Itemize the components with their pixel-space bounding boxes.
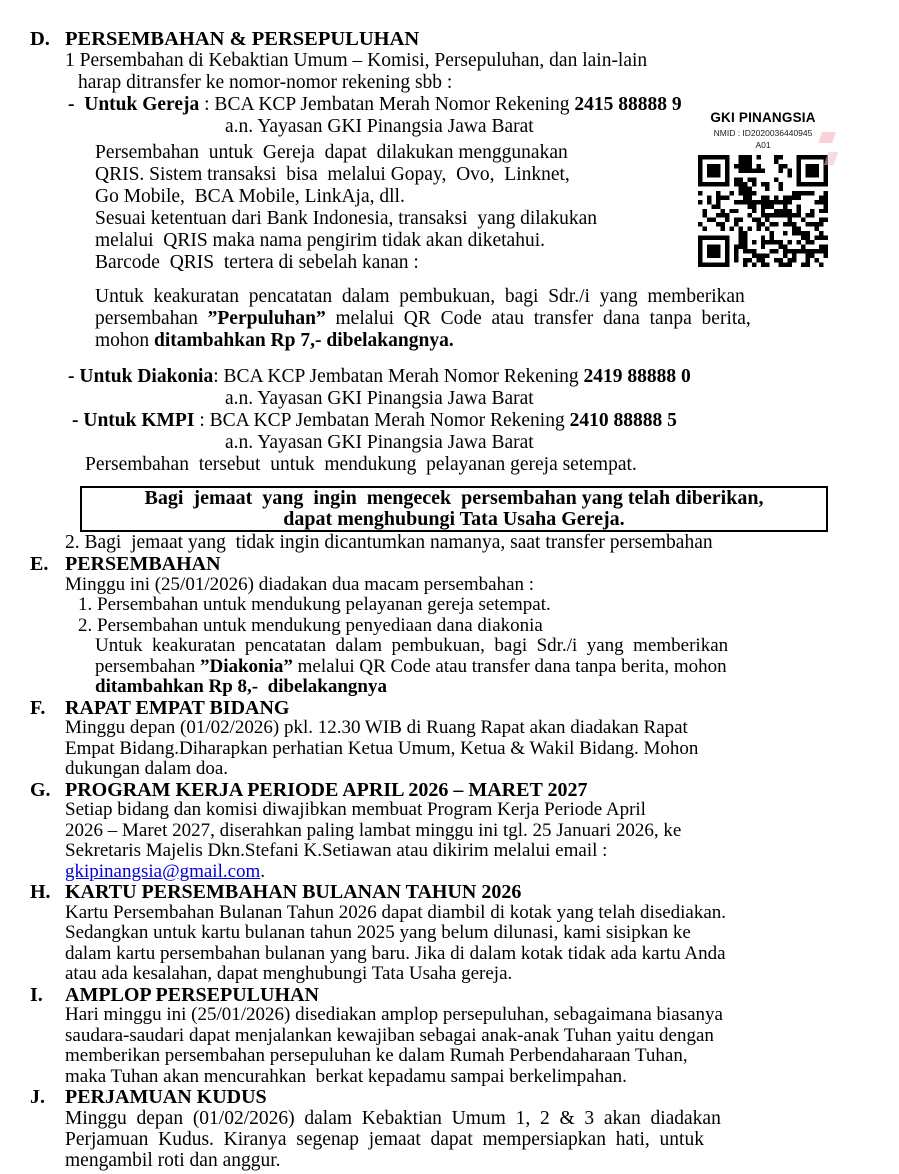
text-line xyxy=(65,964,899,985)
text-segment: ditambahkan Rp 8,- dibelakangnya xyxy=(95,676,387,697)
spacer xyxy=(30,274,899,286)
text-segment: 1 Persembahan di Kebaktian Umum – Komisi, Persepuluhan, dan lain-lain xyxy=(65,50,648,71)
qris-nmid: NMID : ID2020036440945 xyxy=(713,128,813,138)
section-letter: D. xyxy=(30,28,50,50)
text-line xyxy=(65,739,899,760)
text-line xyxy=(95,636,899,657)
info-box xyxy=(80,486,828,532)
text-segment: a.n. Yayasan GKI Pinangsia Jawa Barat xyxy=(225,116,534,137)
text-line xyxy=(65,50,899,72)
section xyxy=(30,1087,899,1171)
text-segment: Perjamuan Kudus. Kiranya segenap jemaat dapat mempersiapkan hati, untuk xyxy=(65,1129,704,1150)
text-line xyxy=(65,1026,899,1047)
text-segment: Untuk keakuratan pencatatan dalam pembukuan, bagi Sdr./i yang memberikan xyxy=(95,286,745,307)
text-line xyxy=(65,862,899,883)
text-segment: dalam kartu persembahan bulanan yang baru. Jika di dalam kotak tidak ada kartu Anda xyxy=(65,942,726,964)
text-segment: memberikan persembahan persepuluhan ke dalam Rumah Perbendaharaan Tuhan, xyxy=(65,1045,688,1066)
text-segment: mohon xyxy=(95,330,155,351)
section xyxy=(30,780,899,883)
section xyxy=(30,985,899,1088)
section-letter: J. xyxy=(30,1086,45,1108)
text-line xyxy=(65,821,899,842)
text-segment: Sedangkan untuk kartu bulanan tahun 2025 yang belum dilunasi, kami sisipkan ke xyxy=(65,922,691,943)
text-line xyxy=(65,923,899,944)
text-segment: Barcode QRIS tertera di sebelah kanan : xyxy=(95,252,419,273)
text-segment: dukungan dalam doa. xyxy=(65,758,229,779)
text-segment: 1. Persembahan untuk mendukung pelayanan gereja setempat. xyxy=(78,594,551,615)
text-segment: maka Tuhan akan mencurahkan berkat kepadamu sampai berkelimpahan. xyxy=(65,1065,627,1087)
text-line xyxy=(65,944,899,965)
text-line xyxy=(68,366,899,388)
text-line xyxy=(225,388,899,410)
text-segment: 2026 – Maret 2027, diserahkan paling lambat minggu ini tgl. 25 Januari 2026, ke xyxy=(65,819,682,841)
text-segment: harap ditransfer ke nomor-nomor rekening sbb : xyxy=(78,72,453,93)
text-line xyxy=(65,1150,899,1171)
text-segment: Go Mobile, BCA Mobile, LinkAja, dll. xyxy=(95,186,405,207)
text-segment: melalui QR Code atau transfer dana tanpa berita, xyxy=(325,308,751,329)
section-heading xyxy=(30,698,899,719)
text-segment: 2. Persembahan untuk mendukung penyediaan dana diakonia xyxy=(78,614,543,636)
text-line xyxy=(65,800,899,821)
text-line xyxy=(95,677,899,698)
text-segment: Minggu depan (01/02/2026) pkl. 12.30 WIB di Ruang Rapat akan diadakan Rapat xyxy=(65,717,688,738)
section-heading xyxy=(30,780,899,801)
text-segment: dapat menghubungi Tata Usaha Gereja. xyxy=(283,508,625,530)
text-line xyxy=(65,903,899,924)
text-line xyxy=(78,72,899,94)
section-heading xyxy=(30,28,899,50)
section-heading xyxy=(30,1087,899,1108)
section xyxy=(30,554,899,698)
text-segment: Minggu ini (25/01/2026) diadakan dua macam persembahan : xyxy=(65,573,535,595)
section-title: PERJAMUAN KUDUS xyxy=(65,1086,267,1108)
text-segment: . xyxy=(260,860,266,882)
text-segment: melalui QRIS maka nama pengirim tidak akan diketahui. xyxy=(95,230,546,251)
text-segment: mengambil roti dan anggur. xyxy=(65,1150,281,1171)
text-segment: : BCA KCP Jembatan Merah Nomor Rekening xyxy=(213,366,584,387)
text-segment: a.n. Yayasan GKI Pinangsia Jawa Barat xyxy=(225,432,534,453)
section-letter: E. xyxy=(30,553,49,575)
text-segment: persembahan xyxy=(95,655,200,677)
text-segment: Kartu Persembahan Bulanan Tahun 2026 dapat diambil di kotak yang telah disediakan. xyxy=(65,901,727,923)
text-line xyxy=(65,1046,899,1067)
watermark-fragment xyxy=(824,152,838,165)
text-line xyxy=(65,718,899,739)
spacer xyxy=(30,476,899,486)
section-letter: I. xyxy=(30,983,43,1006)
section-heading xyxy=(30,554,899,575)
text-segment: 2. Bagi jemaat yang tidak ingin dicantumkan namanya, saat transfer persembahan xyxy=(65,532,713,553)
qris-block xyxy=(688,110,838,272)
text-line xyxy=(85,454,899,476)
text-segment: 2419 88888 0 xyxy=(583,366,691,387)
text-segment: Bagi jemaat yang ingin mengecek persembahan yang telah diberikan, xyxy=(144,487,764,509)
text-line xyxy=(78,595,899,616)
text-segment: ”Perpuluhan” xyxy=(207,308,326,329)
text-segment: Sekretaris Majelis Dkn.Stefani K.Setiawan atau dikirim melalui email : xyxy=(65,840,608,861)
section-heading xyxy=(30,985,899,1006)
text-segment: persembahan xyxy=(95,308,208,329)
section-title: PROGRAM KERJA PERIODE APRIL 2026 – MARET 2027 xyxy=(65,778,588,801)
text-segment: ditambahkan Rp 7,- dibelakangnya. xyxy=(154,330,454,351)
text-segment: ”Diakonia” xyxy=(199,655,293,677)
text-segment: Setiap bidang dan komisi diwajibkan membuat Program Kerja Periode April xyxy=(65,799,646,820)
spacer xyxy=(30,352,899,366)
section-title: PERSEMBAHAN & PERSEPULUHAN xyxy=(65,28,420,50)
text-line xyxy=(65,1005,899,1026)
section-title: RAPAT EMPAT BIDANG xyxy=(65,696,290,719)
text-segment: saudara-saudari dapat menjalankan kewajiban sebagai anak-anak Tuhan yaitu dengan xyxy=(65,1024,714,1046)
text-line xyxy=(95,308,899,330)
text-line xyxy=(82,509,826,530)
section-heading xyxy=(30,882,899,903)
email-link[interactable]: gkipinangsia@gmail.com xyxy=(65,860,261,882)
section xyxy=(30,28,899,554)
section-letter: G. xyxy=(30,778,51,801)
section-title: AMPLOP PERSEPULUHAN xyxy=(65,983,319,1006)
text-segment: Untuk keakuratan pencatatan dalam pembukuan, bagi Sdr./i yang memberikan xyxy=(95,635,729,656)
text-segment: - Untuk Gereja xyxy=(68,94,200,115)
text-line xyxy=(82,488,826,509)
section xyxy=(30,882,899,985)
text-segment: : BCA KCP Jembatan Merah Nomor Rekening xyxy=(194,410,570,431)
text-segment: Sesuai ketentuan dari Bank Indonesia, transaksi yang dilakukan xyxy=(95,208,597,229)
qris-terminal-id: A01 xyxy=(755,140,771,150)
text-segment: Persembahan tersebut untuk mendukung pelayanan gereja setempat. xyxy=(85,454,637,475)
text-line xyxy=(65,841,899,862)
section-title: KARTU PERSEMBAHAN BULANAN TAHUN 2026 xyxy=(65,881,522,903)
text-segment: atau ada kesalahan, dapat menghubungi Tata Usaha gereja. xyxy=(65,963,513,984)
text-segment: a.n. Yayasan GKI Pinangsia Jawa Barat xyxy=(225,388,534,409)
text-segment: QRIS. Sistem transaksi bisa melalui Gopay, Ovo, Linknet, xyxy=(95,164,570,185)
text-line xyxy=(65,1108,899,1129)
text-segment: - Untuk KMPI xyxy=(72,410,195,431)
qris-merchant-name: GKI PINANGSIA xyxy=(710,110,816,125)
text-segment: Hari minggu ini (25/01/2026) disediakan amplop persepuluhan, sebagaimana biasanya xyxy=(65,1004,723,1025)
text-line xyxy=(65,1067,899,1088)
text-segment: Empat Bidang.Diharapkan perhatian Ketua Umum, Ketua & Wakil Bidang. Mohon xyxy=(65,737,699,759)
text-segment: melalui QR Code atau transfer dana tanpa berita, mohon xyxy=(292,655,727,677)
text-segment: Minggu depan (01/02/2026) dalam Kebaktian Umum 1, 2 & 3 akan diadakan xyxy=(65,1108,721,1129)
text-line xyxy=(225,432,899,454)
text-line xyxy=(65,759,899,780)
text-line xyxy=(65,532,899,554)
text-line xyxy=(65,1129,899,1150)
text-segment: : BCA KCP Jembatan Merah Nomor Rekening xyxy=(199,94,575,115)
text-segment: 2415 88888 9 xyxy=(574,94,682,115)
text-line xyxy=(95,330,899,352)
text-line xyxy=(95,286,899,308)
text-line xyxy=(72,410,899,432)
text-segment: Persembahan untuk Gereja dapat dilakukan menggunakan xyxy=(95,142,568,163)
text-segment: 2410 88888 5 xyxy=(569,410,677,431)
section-letter: H. xyxy=(30,881,51,903)
text-line xyxy=(65,575,899,596)
section-title: PERSEMBAHAN xyxy=(65,553,221,575)
qris-qr-code xyxy=(698,155,828,267)
text-line xyxy=(78,616,899,637)
text-line xyxy=(95,657,899,678)
text-segment: - Untuk Diakonia xyxy=(68,366,214,387)
section-letter: F. xyxy=(30,696,46,719)
section xyxy=(30,698,899,780)
